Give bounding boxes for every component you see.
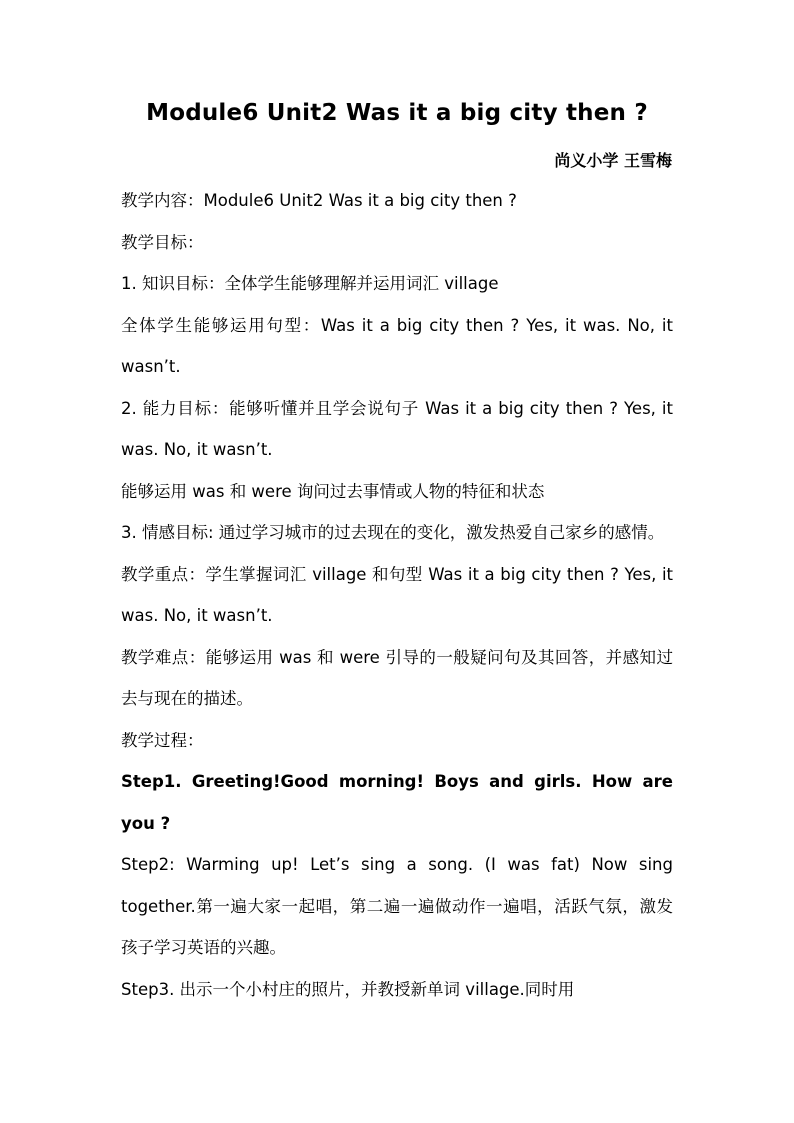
paragraph-content: 教学内容：Module6 Unit2 Was it a big city then ?	[121, 191, 517, 210]
paragraph-key-points: 教学重点：学生掌握词汇 village 和句型 Was it a big city then ? Yes, it was. No, it wasn’t.	[121, 564, 673, 625]
paragraph-sentence-goal: 全体学生能够运用句型：Was it a big city then ? Yes, it was. No, it wasn’t.	[121, 315, 673, 376]
author-line: 尚义小学 王雪梅	[554, 151, 672, 170]
paragraph-objectives-heading: 教学目标：	[121, 232, 204, 252]
paragraph-process-heading: 教学过程：	[121, 730, 204, 750]
paragraph-knowledge-goal: 1. 知识目标：全体学生能够理解并运用词汇 village	[121, 274, 499, 293]
paragraph-ability-goal: 2. 能力目标：能够听懂并且学会说句子 Was it a big city then ? Yes, it was. No, it wasn’t.	[121, 398, 673, 459]
document-title: Module6 Unit2 Was it a big city then ?	[146, 100, 648, 126]
document-body	[121, 180, 673, 1010]
paragraph-step2: Step2: Warming up! Let’s sing a song. (I was fat) Now sing together.第一遍大家一起唱，第二遍一遍做动作一遍唱，活跃气氛，激发孩子学习英语的兴趣。	[121, 855, 673, 957]
paragraph-step1: Step1. Greeting!Good morning! Boys and girls. How are you ?	[121, 772, 673, 833]
paragraph-difficulties: 教学难点：能够运用 was 和 were 引导的一般疑问句及其回答，并感知过去与现在的描述。	[121, 647, 673, 708]
paragraph-emotion-goal: 3. 情感目标: 通过学习城市的过去现在的变化，激发热爱自己家乡的感情。	[121, 523, 665, 542]
paragraph-was-were: 能够运用 was 和 were 询问过去事情或人物的特征和状态	[121, 481, 545, 501]
paragraph-step3: Step3. 出示一个小村庄的照片，并教授新单词 village.同时用	[121, 979, 575, 999]
